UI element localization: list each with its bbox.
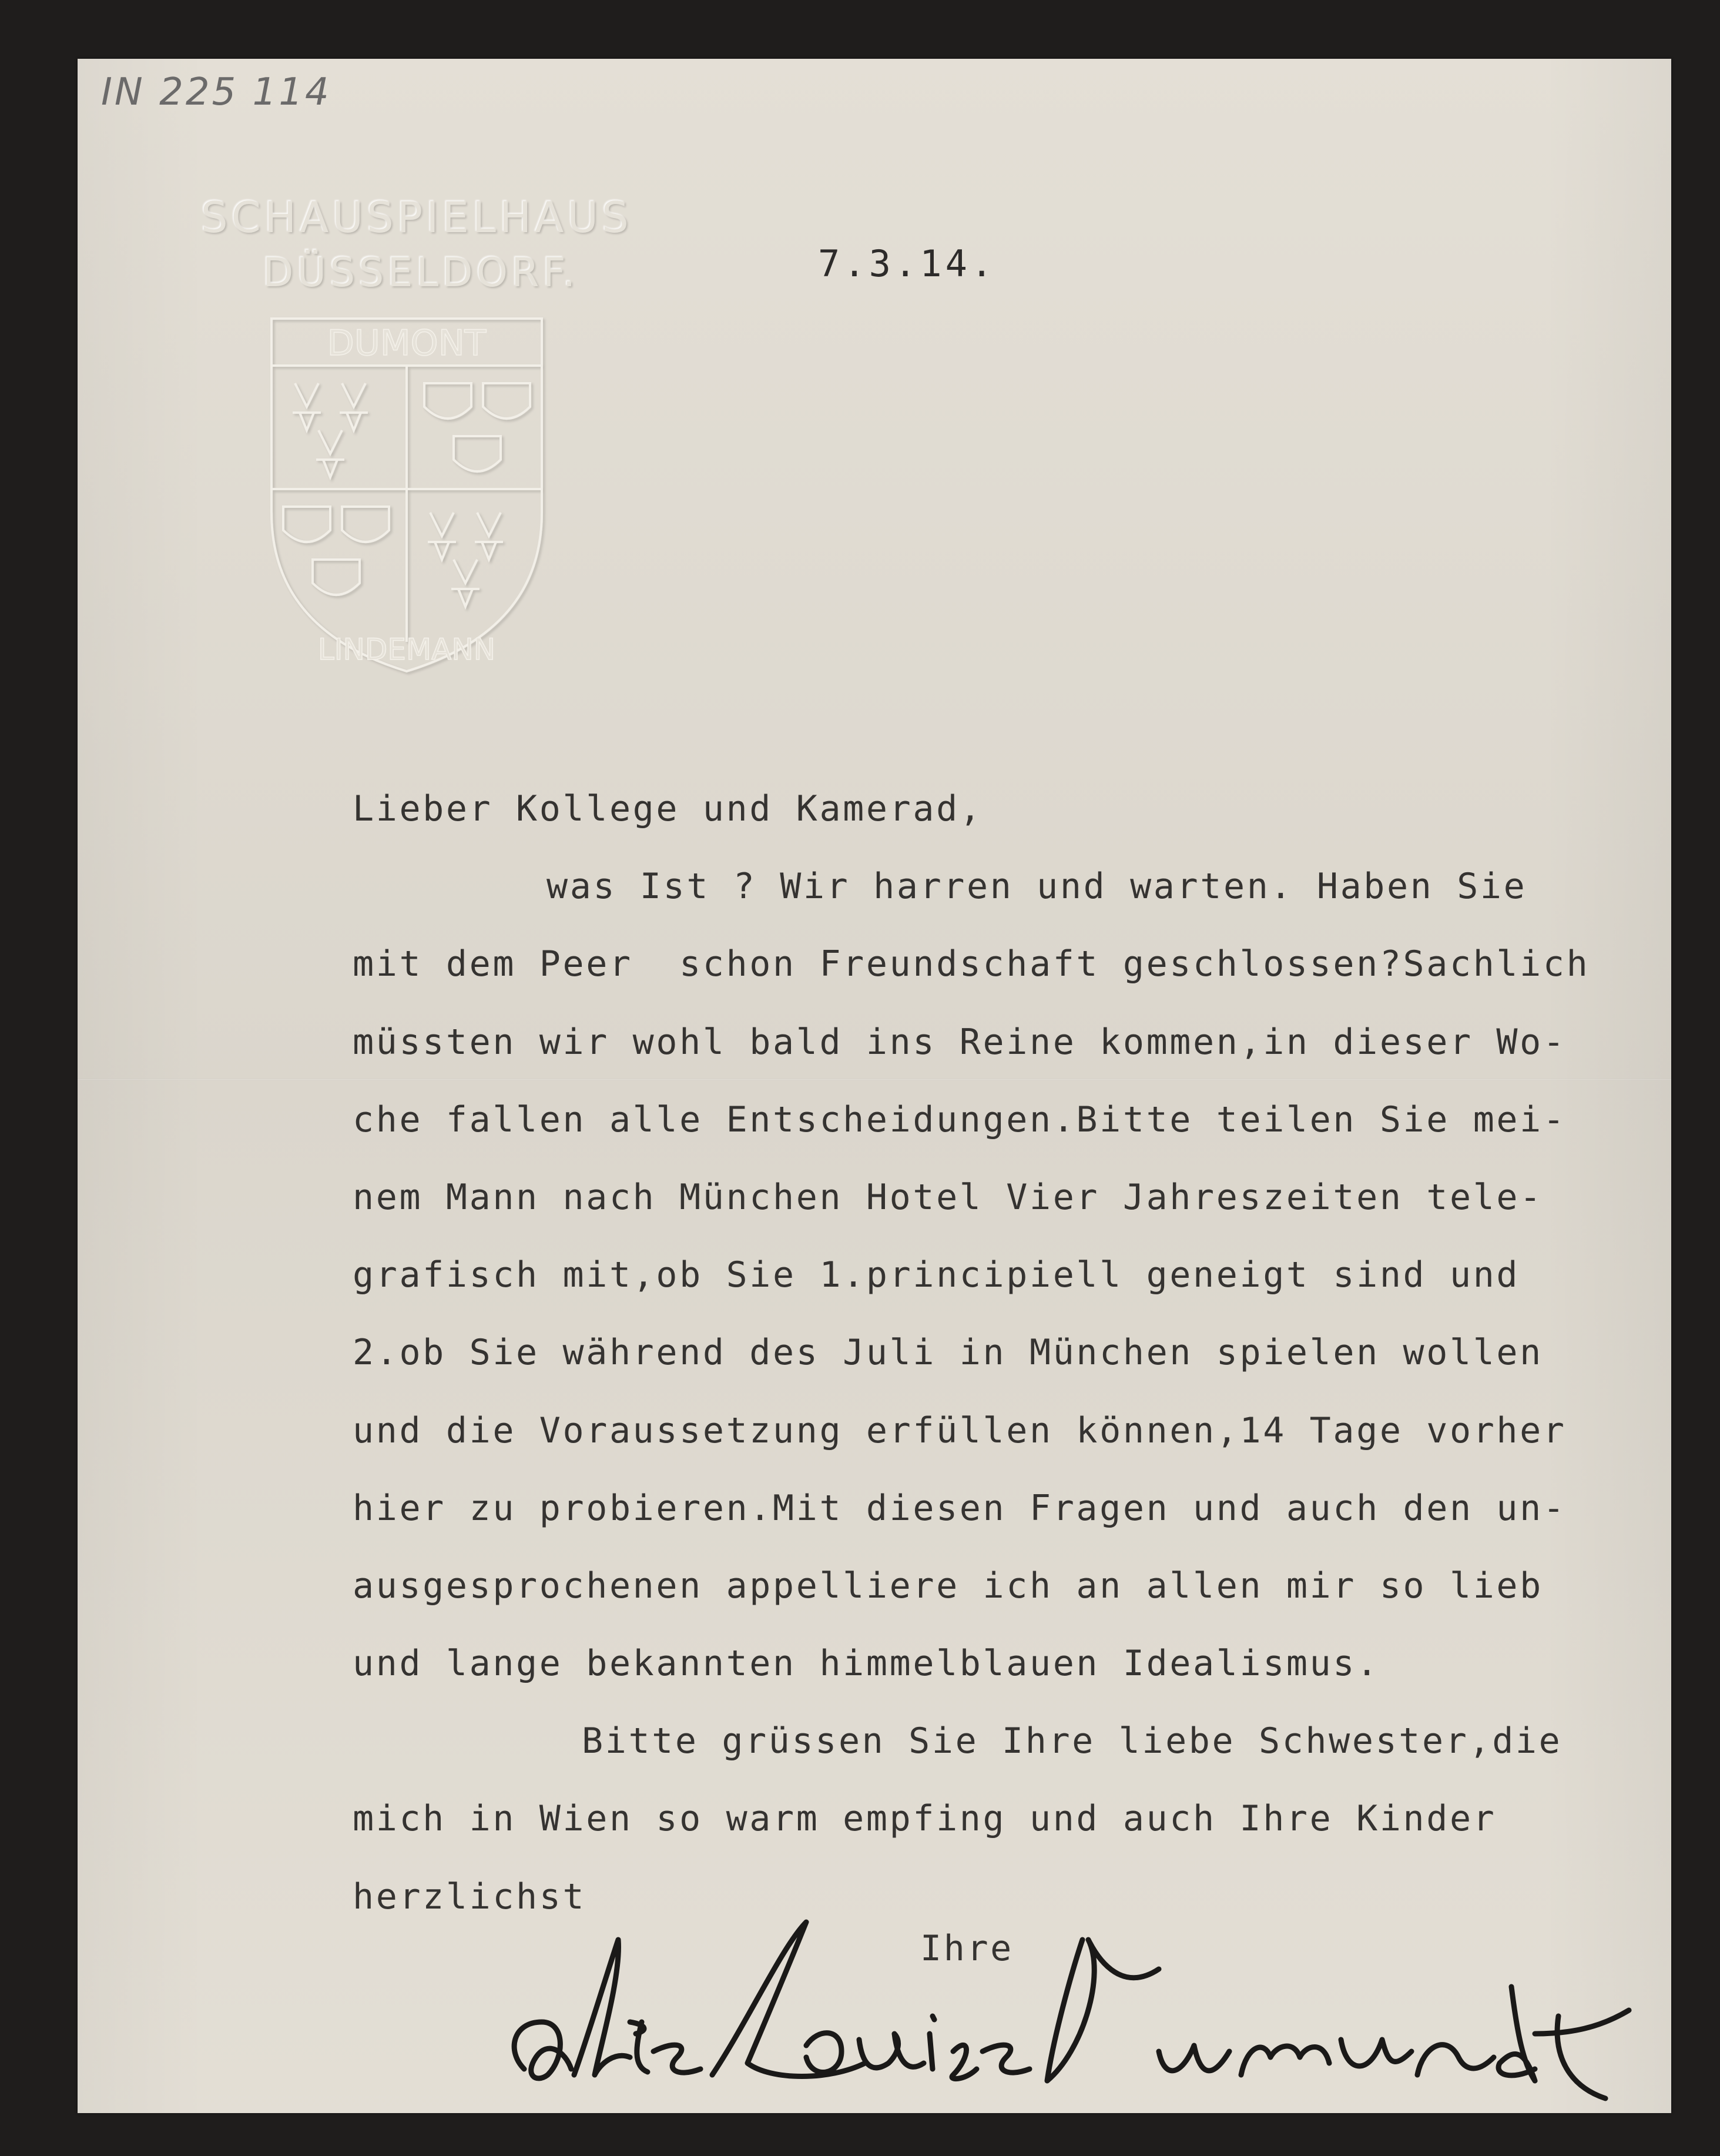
crest-emblem (260, 313, 554, 677)
letterhead-line1: SCHAUSPIELHAUS (201, 193, 632, 242)
closing-word: Ihre (920, 1928, 1014, 1969)
letterhead-line2: DÜSSELDORF. (263, 250, 579, 296)
letter-date: 7.3.14. (818, 242, 997, 285)
letter-sheet (78, 59, 1671, 2122)
crest-top-label: DUMONT (327, 323, 487, 364)
body-line: 2.ob Sie während des Juli in München spielen wollen (353, 1332, 1543, 1374)
crest-bottom-label: LINDEMANN (317, 632, 496, 667)
body-line: ausgesprochenen appelliere ich an allen mir so lieb (353, 1565, 1543, 1606)
body-line: nem Mann nach München Hotel Vier Jahreszeiten tele- (353, 1176, 1543, 1218)
body-line: hier zu probieren.Mit diesen Fragen und auch den un- (353, 1487, 1567, 1529)
body-line: che fallen alle Entscheidungen.Bitte teilen Sie mei- (353, 1099, 1567, 1140)
body-line: mich in Wien so warm empfing und auch Ihre Kinder (353, 1798, 1497, 1840)
body-line: grafisch mit,ob Sie 1.principiell geneigt sind und (353, 1254, 1520, 1296)
handwritten-signature (501, 1904, 1647, 2134)
body-line: mit dem Peer schon Freundschaft geschlossen?Sachlich (353, 943, 1590, 985)
salutation: Lieber Kollege und Kamerad, (353, 788, 983, 829)
body-line: was Ist ? Wir harren und warten. Haben Sie (546, 866, 1527, 908)
archive-number: IN 225 114 (101, 71, 331, 114)
body-line: und lange bekannten himmelblauen Idealismus. (353, 1643, 1380, 1685)
body-line: Bitte grüssen Sie Ihre liebe Schwester,die (582, 1720, 1563, 1762)
body-line: müssten wir wohl bald ins Reine kommen,in dieser Wo- (353, 1021, 1567, 1063)
letter-body (353, 770, 1720, 1936)
body-line: herzlichst (353, 1876, 586, 1917)
body-line: und die Voraussetzung erfüllen können,14 Tage vorher (353, 1410, 1567, 1451)
